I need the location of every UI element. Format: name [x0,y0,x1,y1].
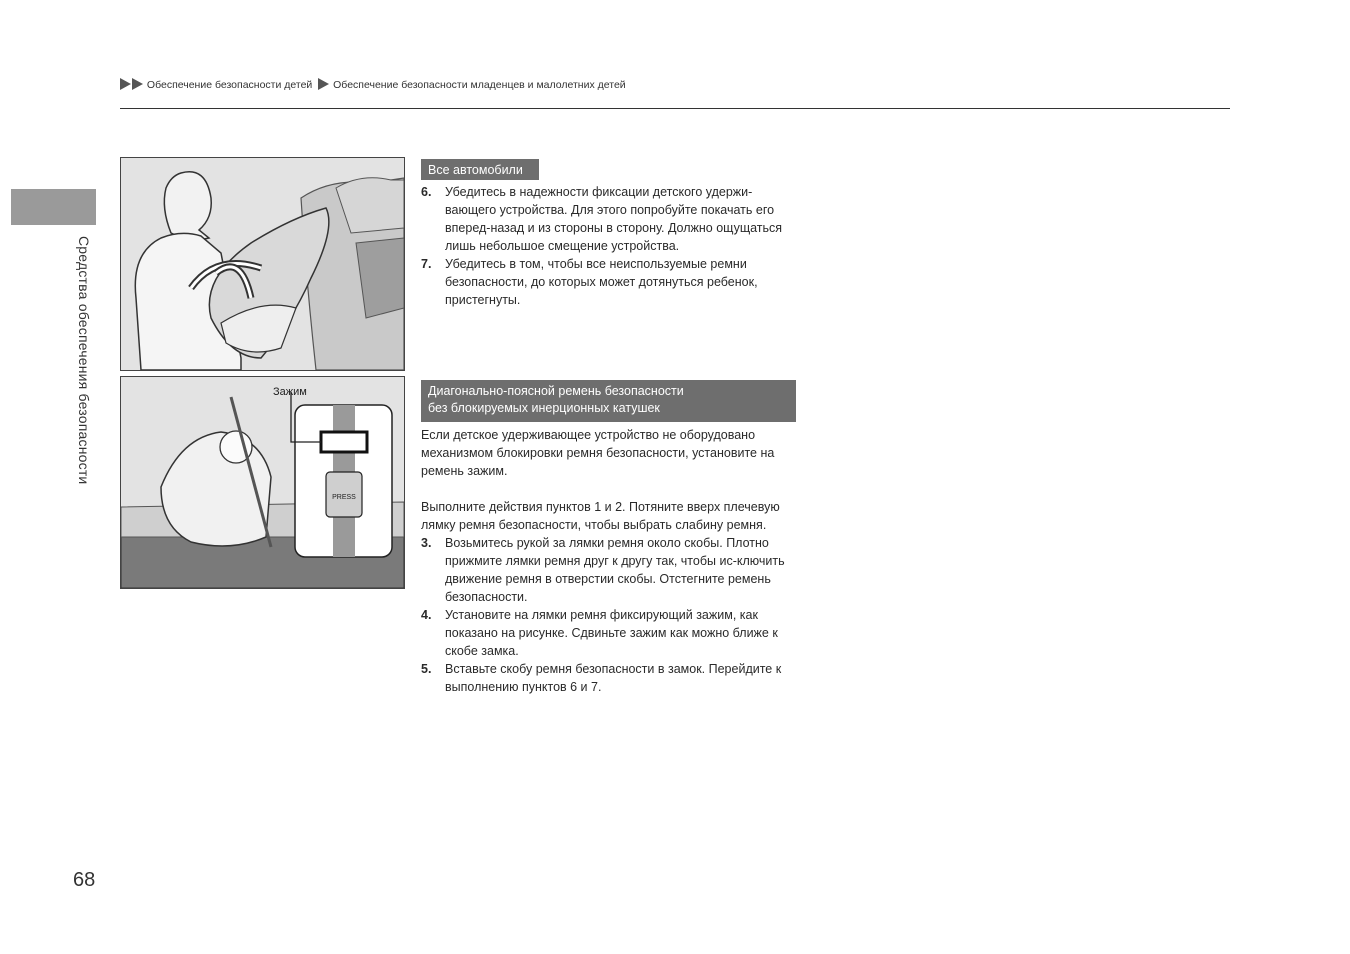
arrow-icon [120,78,131,90]
intro-paragraph: Если детское удерживающее устройство не оборудовано механизмом блокировки ремня безопасности, установите на ремень зажим. [421,428,775,478]
section1-steps [421,183,796,309]
step-text: Вставьте скобу ремня безопасности в замок. Перейдите к выполнению пунктов 6 и 7. [445,662,782,694]
step-number: 7. [421,257,432,271]
breadcrumb-item[interactable]: Обеспечение безопасности младенцев и малолетних детей [333,79,626,91]
arrow-icon [318,78,329,90]
buckle-press-label: PRESS [332,494,356,501]
arrow-icon [132,78,143,90]
section-header-line: без блокируемых инерционных катушек [428,401,660,415]
step-text: Возьмитесь рукой за лямки ремня около скобы. Плотно прижмите лямки ремня друг к другу так, чтобы ис-ключить движение ремня в отверстии скобы. Отстегните ремень безопасности. [445,536,785,604]
step-text: Убедитесь в надежности фиксации детского удержи-вающего устройства. Для этого попробуйте покачать его вперед-назад и из стороны в сторону. Должно ощущаться лишь небольшое смещение устройства. [445,185,783,253]
page-number: 68 [73,869,96,891]
breadcrumb [120,78,626,91]
callout-clip-label: Зажим [273,386,307,398]
list-item [421,534,796,606]
intro-paragraph: Выполните действия пунктов 1 и 2. Потяните вверх плечевую лямку ремня безопасности, чтобы выбрать слабину ремня. [421,500,780,532]
step-number: 5. [421,662,432,676]
list-item [421,606,796,660]
list-item [421,660,796,696]
breadcrumb-item[interactable]: Обеспечение безопасности детей [146,79,313,91]
list-item [421,183,796,255]
list-item [421,255,796,309]
header-divider [120,108,1230,109]
step-text: Убедитесь в том, чтобы все неиспользуемые ремни безопасности, до которых может дотянуться ребенок, пристегнуты. [445,257,758,307]
step-number: 6. [421,185,432,199]
section-header-line: Диагонально-поясной ремень безопасности [428,384,684,398]
chapter-tab [11,189,96,225]
section-header-lap-shoulder-belt [421,380,796,422]
step-number: 3. [421,536,432,550]
step-text: Установите на лямки ремня фиксирующий зажим, как показано на рисунке. Сдвиньте зажим как можно ближе к скобе замка. [445,608,778,658]
section2-body [421,426,796,696]
chapter-label: Средства обеспечения безопасности [76,236,92,485]
illustration-locking-clip [120,376,405,589]
step-number: 4. [421,608,432,622]
section-header-all-vehicles: Все автомобили [421,159,539,180]
illustration-rocking-seat [120,157,405,371]
